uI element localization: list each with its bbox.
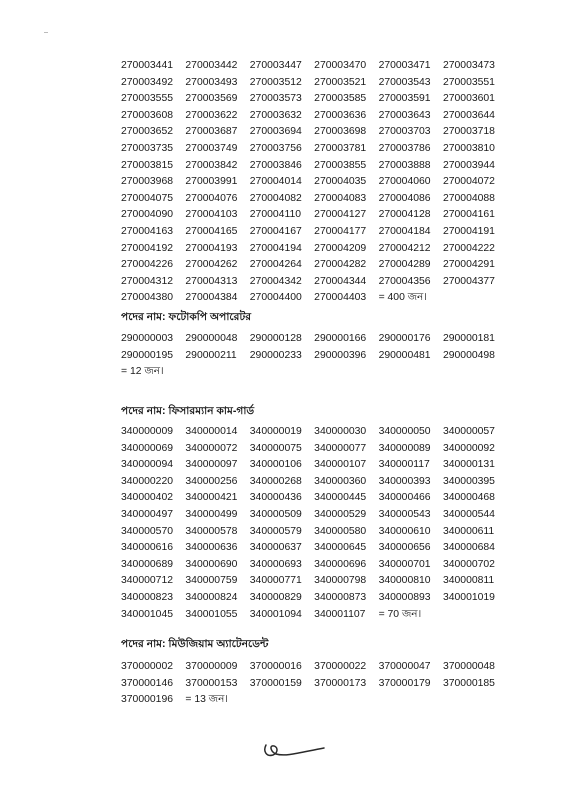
roll-number: 340000616 (121, 542, 174, 554)
roll-number: 340000810 (378, 575, 431, 587)
roll-number: 270003551 (442, 76, 495, 88)
roll-number: 340000268 (249, 475, 302, 487)
roll-number: 270004161 (442, 209, 495, 221)
roll-number: 270004072 (442, 176, 495, 188)
roll-number: 340000544 (442, 508, 495, 520)
roll-number: 270004086 (378, 192, 431, 204)
roll-number: 340000050 (378, 426, 431, 437)
roll-number: 340000421 (185, 492, 238, 504)
roll-number: 340000019 (249, 426, 302, 437)
roll-number: 270003756 (249, 142, 302, 154)
roll-number: 270004103 (185, 209, 238, 221)
roll-number: 270003694 (249, 126, 302, 138)
roll-number: 340000393 (378, 475, 431, 487)
roll-number: 340000077 (314, 442, 367, 454)
roll-number: 340000009 (121, 426, 174, 437)
scan-mark (44, 32, 48, 33)
roll-number: 340000117 (378, 459, 430, 471)
roll-number: 270003521 (314, 76, 367, 88)
roll-number: 340000580 (314, 525, 367, 537)
roll-number: 270004342 (249, 275, 302, 287)
roll-number: 340001019 (442, 591, 495, 603)
roll-number: 270003573 (249, 93, 302, 105)
roll-number: 270004075 (121, 192, 174, 204)
roll-number: 270003555 (121, 93, 174, 105)
roll-number: 270003749 (185, 142, 238, 154)
roll-number: 270004088 (442, 192, 495, 204)
roll-number: 290000166 (314, 333, 367, 344)
roll-number: 270003846 (249, 159, 302, 171)
roll-number: 370000185 (442, 677, 495, 689)
roll-number: 270004163 (121, 225, 174, 237)
roll-number: 290000176 (378, 333, 431, 344)
roll-number: 270004127 (314, 209, 367, 221)
roll-number: 290000211 (185, 349, 237, 361)
roll-number: 340000645 (314, 542, 367, 554)
roll-number: 270004060 (378, 176, 431, 188)
roll-number: 270004076 (185, 192, 238, 204)
roll-number: 270004377 (442, 275, 495, 287)
roll-number: 270003601 (442, 93, 495, 105)
roll-number: 340000466 (378, 492, 431, 504)
roll-number: 270004384 (185, 292, 238, 304)
roll-number: 270004226 (121, 259, 174, 271)
roll-number: 370000009 (185, 661, 238, 672)
signature-mark (260, 733, 330, 763)
roll-number: 270004222 (442, 242, 495, 254)
roll-number: 270003622 (185, 109, 238, 121)
roll-number: 270003585 (314, 93, 367, 105)
roll-number: 270003591 (378, 93, 431, 105)
roll-grid-museum (121, 659, 507, 709)
roll-number: 340000089 (378, 442, 431, 454)
roll-number: 340000610 (378, 525, 431, 537)
roll-number: 270004090 (121, 209, 174, 221)
roll-number: 290000003 (121, 333, 174, 344)
roll-number: 340000636 (185, 542, 238, 554)
roll-number: 270003991 (185, 176, 238, 188)
roll-number: 270004167 (249, 225, 302, 237)
roll-number: 340000798 (314, 575, 367, 587)
roll-number: 270003815 (121, 159, 174, 171)
roll-number: 340000689 (121, 558, 174, 570)
roll-number: 270004380 (121, 292, 174, 304)
roll-number: 370000022 (314, 661, 367, 672)
roll-number: 270003492 (121, 76, 174, 88)
roll-number: 370000146 (121, 677, 174, 689)
roll-number: 270003470 (314, 60, 367, 71)
roll-number: 340000509 (249, 508, 302, 520)
roll-number: 270003718 (442, 126, 495, 138)
roll-number: 370000048 (442, 661, 495, 672)
roll-number: 270003442 (185, 60, 238, 71)
roll-number: 290000181 (442, 333, 495, 344)
roll-number: 370000159 (249, 677, 302, 689)
roll-number: 270004035 (314, 176, 367, 188)
roll-number: 370000016 (249, 661, 302, 672)
roll-number: 270003703 (378, 126, 431, 138)
roll-number: 340000611 (442, 525, 495, 537)
roll-number: 270004282 (314, 259, 367, 271)
roll-number: 290000396 (314, 349, 367, 361)
roll-number: 270003471 (378, 60, 431, 71)
roll-number: 270003473 (442, 60, 495, 71)
roll-number: 340000072 (185, 442, 238, 454)
roll-grid-photocopy (121, 331, 507, 381)
roll-number: 290000481 (378, 349, 431, 361)
roll-number: 340000696 (314, 558, 367, 570)
roll-number: 270004312 (121, 275, 174, 287)
roll-number: 340000529 (314, 508, 367, 520)
roll-number: 270003781 (314, 142, 367, 154)
roll-number: 270004165 (185, 225, 238, 237)
roll-number: 270004400 (249, 292, 302, 304)
roll-number: 270003512 (249, 76, 302, 88)
roll-number: 340000771 (249, 575, 302, 587)
section-total: = 12 জন। (121, 366, 164, 378)
roll-number: 270003652 (121, 126, 174, 138)
roll-number: 340000693 (249, 558, 302, 570)
roll-number: 340001107 (314, 608, 366, 620)
section-heading-photocopy: পদের নাম: ফটোকপি অপারেটর (121, 311, 252, 323)
roll-number: 340001094 (249, 608, 302, 620)
roll-number: 340000893 (378, 591, 431, 603)
roll-number: 340000402 (121, 492, 174, 504)
roll-number: 270004344 (314, 275, 367, 287)
roll-number: 270003543 (378, 76, 431, 88)
roll-number: 270004356 (378, 275, 431, 287)
roll-number: 270004212 (378, 242, 431, 254)
roll-number: 270004177 (314, 225, 367, 237)
roll-number: 340000823 (121, 591, 174, 603)
roll-number: 340000759 (185, 575, 238, 587)
roll-number: 270003493 (185, 76, 238, 88)
section-heading-museum: পদের নাম: মিউজিয়াম অ্যাটেনডেন্ট (121, 638, 269, 650)
roll-number: 270003447 (249, 60, 302, 71)
roll-number: 270004209 (314, 242, 367, 254)
roll-number: 370000002 (121, 661, 174, 672)
section-total: = 400 জন। (378, 292, 427, 304)
roll-number: 340000057 (442, 426, 495, 437)
roll-number: 340000637 (249, 542, 302, 554)
roll-number: 270004110 (249, 209, 302, 221)
roll-number: 340000030 (314, 426, 367, 437)
section-heading-fisherman: পদের নাম: ফিসারম্যান কাম-গার্ড (121, 405, 255, 417)
roll-number: 370000173 (314, 677, 367, 689)
roll-number: 340000075 (249, 442, 302, 454)
roll-number: 340000220 (121, 475, 174, 487)
roll-grid-top (121, 58, 507, 307)
roll-number: 290000048 (185, 333, 238, 344)
roll-number: 340000069 (121, 442, 174, 454)
roll-number: 270004403 (314, 292, 367, 304)
roll-number: 290000498 (442, 349, 495, 361)
roll-number: 340000499 (185, 508, 238, 520)
roll-number: 340001055 (185, 608, 238, 620)
roll-number: 340000543 (378, 508, 431, 520)
roll-number: 340000811 (442, 575, 495, 587)
roll-number: 340000395 (442, 475, 495, 487)
roll-number: 340000873 (314, 591, 367, 603)
roll-number: 270003968 (121, 176, 174, 188)
roll-number: 340000107 (314, 459, 367, 471)
roll-number: 270004262 (185, 259, 238, 271)
roll-number: 340000578 (185, 525, 238, 537)
roll-number: 340000106 (249, 459, 302, 471)
roll-number: 270003735 (121, 142, 174, 154)
roll-number: 340000256 (185, 475, 238, 487)
roll-number: 270003810 (442, 142, 495, 154)
roll-number: 270004192 (121, 242, 174, 254)
roll-number: 340000829 (249, 591, 302, 603)
roll-number: 340000468 (442, 492, 495, 504)
roll-number: 290000195 (121, 349, 174, 361)
roll-number: 340000497 (121, 508, 174, 520)
roll-number: 340000684 (442, 542, 495, 554)
roll-number: 340000097 (185, 459, 238, 471)
roll-number: 270003786 (378, 142, 431, 154)
roll-number: 270004128 (378, 209, 431, 221)
roll-number: 270004014 (249, 176, 302, 188)
roll-number: 270003842 (185, 159, 238, 171)
roll-number: 270003698 (314, 126, 367, 138)
roll-number: 270003687 (185, 126, 238, 138)
roll-number: 340000690 (185, 558, 238, 570)
roll-number: 270003569 (185, 93, 238, 105)
roll-number: 370000179 (378, 677, 431, 689)
roll-number: 340000092 (442, 442, 495, 454)
roll-number: 270004291 (442, 259, 495, 271)
roll-number: 340001045 (121, 608, 174, 620)
roll-number: 340000824 (185, 591, 238, 603)
roll-number: 340000445 (314, 492, 367, 504)
roll-number: 340000014 (185, 426, 238, 437)
roll-grid-fisherman (121, 424, 507, 623)
roll-number: 270003944 (442, 159, 495, 171)
roll-number: 270004264 (249, 259, 302, 271)
roll-number: 370000153 (185, 677, 238, 689)
roll-number: 270004191 (442, 225, 495, 237)
roll-number: 290000233 (249, 349, 302, 361)
roll-number: 270003441 (121, 60, 174, 71)
roll-number: 270003632 (249, 109, 302, 121)
roll-number: 270003888 (378, 159, 431, 171)
roll-number: 340000094 (121, 459, 174, 471)
roll-number: 270003855 (314, 159, 367, 171)
roll-number: 270004289 (378, 259, 431, 271)
roll-number: 340000656 (378, 542, 431, 554)
roll-number: 340000701 (378, 558, 431, 570)
roll-number: 340000570 (121, 525, 174, 537)
roll-number: 290000128 (249, 333, 302, 344)
roll-number: 370000047 (378, 661, 431, 672)
section-total: = 70 জন। (378, 608, 422, 620)
roll-number: 270004082 (249, 192, 302, 204)
roll-number: 340000702 (442, 558, 495, 570)
roll-number: 270003636 (314, 109, 367, 121)
roll-number: 270004194 (249, 242, 302, 254)
roll-number: 270004313 (185, 275, 238, 287)
roll-number: 270003608 (121, 109, 174, 121)
roll-number: 370000196 (121, 694, 174, 706)
roll-number: 270004193 (185, 242, 238, 254)
roll-number: 270004083 (314, 192, 367, 204)
roll-number: 340000131 (442, 459, 495, 471)
roll-number: 270003644 (442, 109, 495, 121)
roll-number: 340000712 (121, 575, 174, 587)
roll-number: 340000579 (249, 525, 302, 537)
roll-number: 270003643 (378, 109, 431, 121)
roll-number: 340000436 (249, 492, 302, 504)
section-total: = 13 জন। (185, 694, 229, 706)
roll-number: 270004184 (378, 225, 431, 237)
roll-number: 340000360 (314, 475, 367, 487)
